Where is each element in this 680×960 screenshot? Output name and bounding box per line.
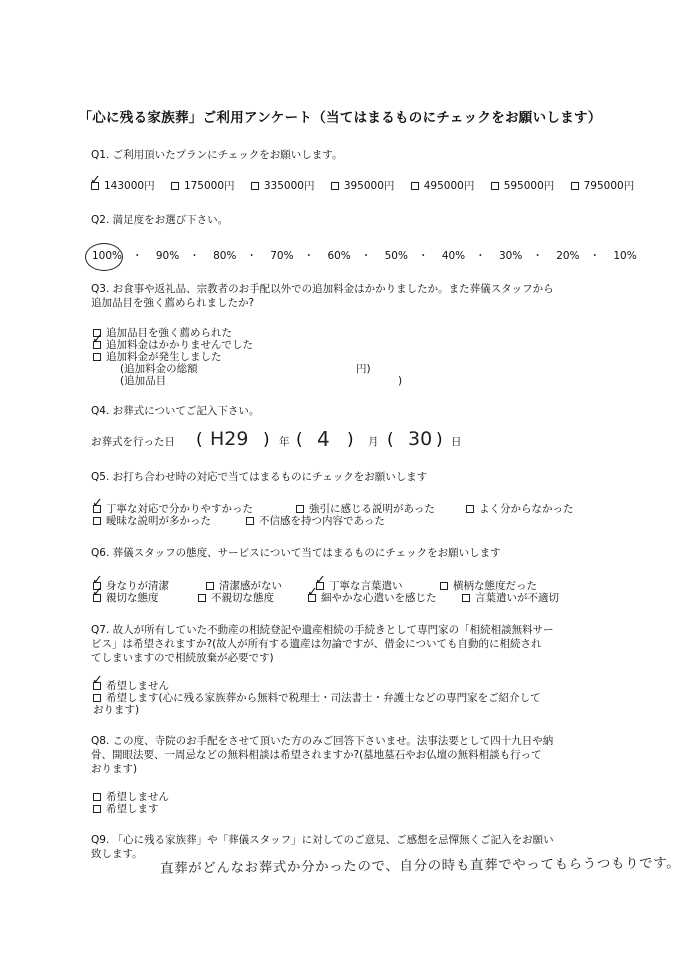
q1-option[interactable]: 595000円 xyxy=(491,180,555,192)
checkbox[interactable] xyxy=(331,182,339,190)
checkbox[interactable] xyxy=(491,182,499,190)
q4-day[interactable]: 30 xyxy=(408,428,433,450)
checkbox-checked[interactable] xyxy=(93,682,101,690)
q4-month[interactable]: 4 xyxy=(317,427,330,451)
q1-option[interactable]: 175000円 xyxy=(171,180,235,192)
q8-question-line1: Q8. この度、寺院のお手配をさせて頂いた方のみご回答下さいませ。法事法要として四十九日や納 xyxy=(91,735,554,747)
q1-option[interactable]: 795000円 xyxy=(571,180,635,192)
q6-option[interactable]: 横柄な態度だった xyxy=(440,580,537,592)
q2-option[interactable]: 20% xyxy=(556,250,580,262)
checkbox[interactable] xyxy=(93,694,101,702)
q2-option[interactable]: 70% xyxy=(270,250,294,262)
q2-option[interactable]: 60% xyxy=(327,250,351,262)
checkbox-checked[interactable] xyxy=(91,182,99,190)
q6-question: Q6. 葬儀スタッフの態度、サービスについて当てはまるものにチェックをお願いします xyxy=(91,547,501,559)
q3-additional-items-label: (追加品目 xyxy=(120,375,167,387)
checkbox-checked[interactable] xyxy=(308,594,316,602)
checkbox[interactable] xyxy=(93,805,101,813)
q5-option[interactable]: よく分からなかった xyxy=(466,503,574,515)
checkbox[interactable] xyxy=(198,594,206,602)
checkbox[interactable] xyxy=(411,182,419,190)
checkbox-checked[interactable] xyxy=(93,594,101,602)
q7-question-line2: ビス」は希望されますか?(故人が所有する遺産は勿論ですが、借金についても自動的に相続され xyxy=(91,638,542,650)
q1-option[interactable]: 335000円 xyxy=(251,180,315,192)
q7-option-no[interactable]: ✓希望しません xyxy=(93,680,169,692)
q4-day-label: 日 xyxy=(451,436,462,448)
q9-question-line2: 致します。 xyxy=(91,848,143,860)
q4-question: Q4. お葬式についてご記入下さい。 xyxy=(91,405,260,417)
q8-option[interactable]: 希望しません xyxy=(93,791,169,803)
q6-option[interactable]: ✓ 細やかな心遣いを感じた xyxy=(308,592,437,604)
q6-option[interactable]: 清潔感がない xyxy=(206,580,282,592)
q4-month-label: 月 xyxy=(368,436,379,448)
q2-option[interactable]: 30% xyxy=(499,250,523,262)
q8-question-line2: 骨、開眼法要、一周忌などの無料相談は希望されますか?(墓地墓石やお仏壇の無料相談も行って xyxy=(91,749,542,761)
q4-date-label: お葬式を行った日 xyxy=(91,436,175,448)
checkbox[interactable] xyxy=(93,793,101,801)
q1-option[interactable]: ✓143000円 xyxy=(91,180,155,192)
q6-option[interactable]: 不親切な態度 xyxy=(198,592,274,604)
q9-question-line1: Q9. 「心に残る家族葬」や「葬儀スタッフ」に対してのご意見、ご感想を忌憚無くご記入をお願い xyxy=(91,834,554,846)
q4-year-label: 年 xyxy=(279,436,290,448)
q2-option[interactable]: 50% xyxy=(384,250,408,262)
checkbox[interactable] xyxy=(206,582,214,590)
q3-question-line1: Q3. お食事や返礼品、宗教者のお手配以外での追加料金はかかりましたか。また葬儀スタッフから xyxy=(91,283,554,295)
q4-close-paren-2: ) xyxy=(347,430,354,450)
checkbox[interactable] xyxy=(171,182,179,190)
q2-option[interactable]: 40% xyxy=(441,250,466,262)
q3-additional-items-end: ) xyxy=(398,375,403,387)
q2-option[interactable]: 100% xyxy=(92,250,123,262)
q7-option-yes[interactable]: 希望します(心に残る家族葬から無料で税理士・司法書士・弁護士などの専門家をご紹介して xyxy=(93,692,541,704)
q6-option[interactable]: ✓身なりが清潔 xyxy=(93,580,169,592)
q4-open-paren-3: ( xyxy=(387,430,394,450)
q3-question-line2: 追加品目を強く薦められましたか? xyxy=(91,297,255,309)
checkbox[interactable] xyxy=(93,353,101,361)
q2-question: Q2. 満足度をお選び下さい。 xyxy=(91,214,229,226)
checkbox[interactable] xyxy=(296,505,304,513)
checkbox-checked[interactable] xyxy=(93,341,101,349)
checkbox[interactable] xyxy=(251,182,259,190)
q3-option[interactable]: 追加品目を強く薦められた xyxy=(93,327,232,339)
q1-question: Q1. ご利用頂いたプランにチェックをお願いします。 xyxy=(91,149,343,161)
q8-option[interactable]: 希望します xyxy=(93,803,159,815)
checkbox[interactable] xyxy=(93,517,101,525)
q4-era-year[interactable]: H29 xyxy=(210,428,249,450)
q8-question-line3: おります) xyxy=(91,763,138,775)
q3-additional-total-unit: 円) xyxy=(356,363,371,375)
q6-option[interactable]: 言葉遣いが不適切 xyxy=(462,592,559,604)
q6-option[interactable]: ✓親切な態度 xyxy=(93,592,159,604)
checkbox[interactable] xyxy=(246,517,254,525)
q2-option[interactable]: 10% xyxy=(613,250,637,262)
q5-option[interactable]: 曖昧な説明が多かった xyxy=(93,515,211,527)
q5-option[interactable]: 強引に感じる説明があった xyxy=(296,503,435,515)
q4-open-paren-2: ( xyxy=(296,430,303,450)
q7-question-line1: Q7. 故人が所有していた不動産の相続登記や遺産相続の手続きとして専門家の「相続相談無料サー xyxy=(91,624,554,636)
q5-option[interactable]: ✓丁寧な対応で分かりやすかった xyxy=(93,503,253,515)
q3-additional-total-label: (追加料金の総額 xyxy=(120,363,198,375)
q1-options xyxy=(91,180,634,192)
survey-title: 「心に残る家族葬」ご利用アンケート（当てはまるものにチェックをお願いします） xyxy=(78,110,602,126)
q2-options: 100% ・ 90% ・ 80% ・ 70% ・ 60% ・ 50% ・ 40% ・ 30% ・ 20% ・ 10% xyxy=(92,250,637,262)
checkbox[interactable] xyxy=(466,505,474,513)
q4-close-paren-3: ) xyxy=(436,430,443,450)
q6-option[interactable]: ✓ 丁寧な言葉遣い xyxy=(316,580,403,592)
checkbox[interactable] xyxy=(571,182,579,190)
q4-open-paren-1: ( xyxy=(196,430,203,450)
q1-option[interactable]: 395000円 xyxy=(331,180,395,192)
checkbox[interactable] xyxy=(440,582,448,590)
q4-close-paren-1: ) xyxy=(263,430,270,450)
q2-option[interactable]: 90% xyxy=(155,250,180,262)
q1-option[interactable]: 495000円 xyxy=(411,180,475,192)
checkbox[interactable] xyxy=(462,594,470,602)
q7-option-yes-cont: おります) xyxy=(93,704,140,716)
q9-handwritten-answer[interactable]: 直葬がどんなお葬式か分かったので、自分の時も直葬でやってもらうつもりです。 xyxy=(159,855,680,877)
q5-question: Q5. お打ち合わせ時の対応で当てはまるものにチェックをお願いします xyxy=(91,471,428,483)
q3-option[interactable]: ✓追加料金はかかりませんでした xyxy=(93,339,253,351)
q2-option[interactable]: 80% xyxy=(213,250,237,262)
q7-question-line3: てしまいますので相続放棄が必要です) xyxy=(91,652,274,664)
checkbox-checked[interactable] xyxy=(93,505,101,513)
q5-option[interactable]: 不信感を持つ内容であった xyxy=(246,515,385,527)
q3-option[interactable]: 追加料金が発生しました xyxy=(93,351,222,363)
